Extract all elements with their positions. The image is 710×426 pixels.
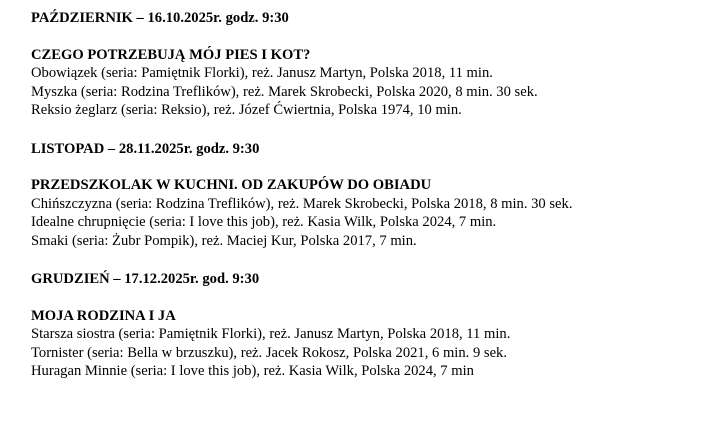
- film-entry: Myszka (seria: Rodzina Treflików), reż. Marek Skrobecki, Polska 2020, 8 min. 30 sek.: [31, 83, 538, 100]
- film-entry: Smaki (seria: Żubr Pompik), reż. Maciej Kur, Polska 2017, 7 min.: [31, 232, 417, 249]
- date-heading: LISTOPAD – 28.11.2025r. godz. 9:30: [31, 140, 260, 157]
- program-title: MOJA RODZINA I JA: [31, 307, 176, 324]
- program-title: PRZEDSZKOLAK W KUCHNI. OD ZAKUPÓW DO OBIADU: [31, 177, 432, 193]
- program-title: CZEGO POTRZEBUJĄ MÓJ PIES I KOT?: [31, 46, 311, 63]
- schedule-section: [31, 140, 701, 251]
- schedule-document: [31, 9, 701, 381]
- schedule-section: [31, 270, 701, 381]
- spacer: [31, 120, 701, 140]
- film-entry: Idealne chrupnięcie (seria: I love this job), reż. Kasia Wilk, Polska 2024, 7 min.: [31, 214, 497, 230]
- spacer: [31, 250, 701, 270]
- film-entry: Reksio żeglarz (seria: Reksio), reż. Józef Ćwiertnia, Polska 1974, 10 min.: [31, 102, 462, 118]
- film-entry: Starsza siostra (seria: Pamiętnik Florki), reż. Janusz Martyn, Polska 2018, 11 min.: [31, 326, 511, 342]
- date-heading: GRUDZIEŃ – 17.12.2025r. god. 9:30: [31, 271, 260, 287]
- schedule-section: [31, 9, 701, 120]
- film-entry: Obowiązek (seria: Pamiętnik Florki), reż. Janusz Martyn, Polska 2018, 11 min.: [31, 65, 493, 81]
- spacer: [31, 28, 701, 46]
- date-heading: PAŹDZIERNIK – 16.10.2025r. godz. 9:30: [31, 10, 289, 26]
- film-entry: Chińszczyzna (seria: Rodzina Treflików), reż. Marek Skrobecki, Polska 2018, 8 min. 30 sek.: [31, 195, 573, 212]
- film-entry: Tornister (seria: Bella w brzuszku), reż. Jacek Rokosz, Polska 2021, 6 min. 9 sek.: [31, 344, 507, 361]
- film-entry: Huragan Minnie (seria: I love this job), reż. Kasia Wilk, Polska 2024, 7 min: [31, 363, 474, 379]
- spacer: [31, 158, 701, 176]
- spacer: [31, 289, 701, 307]
